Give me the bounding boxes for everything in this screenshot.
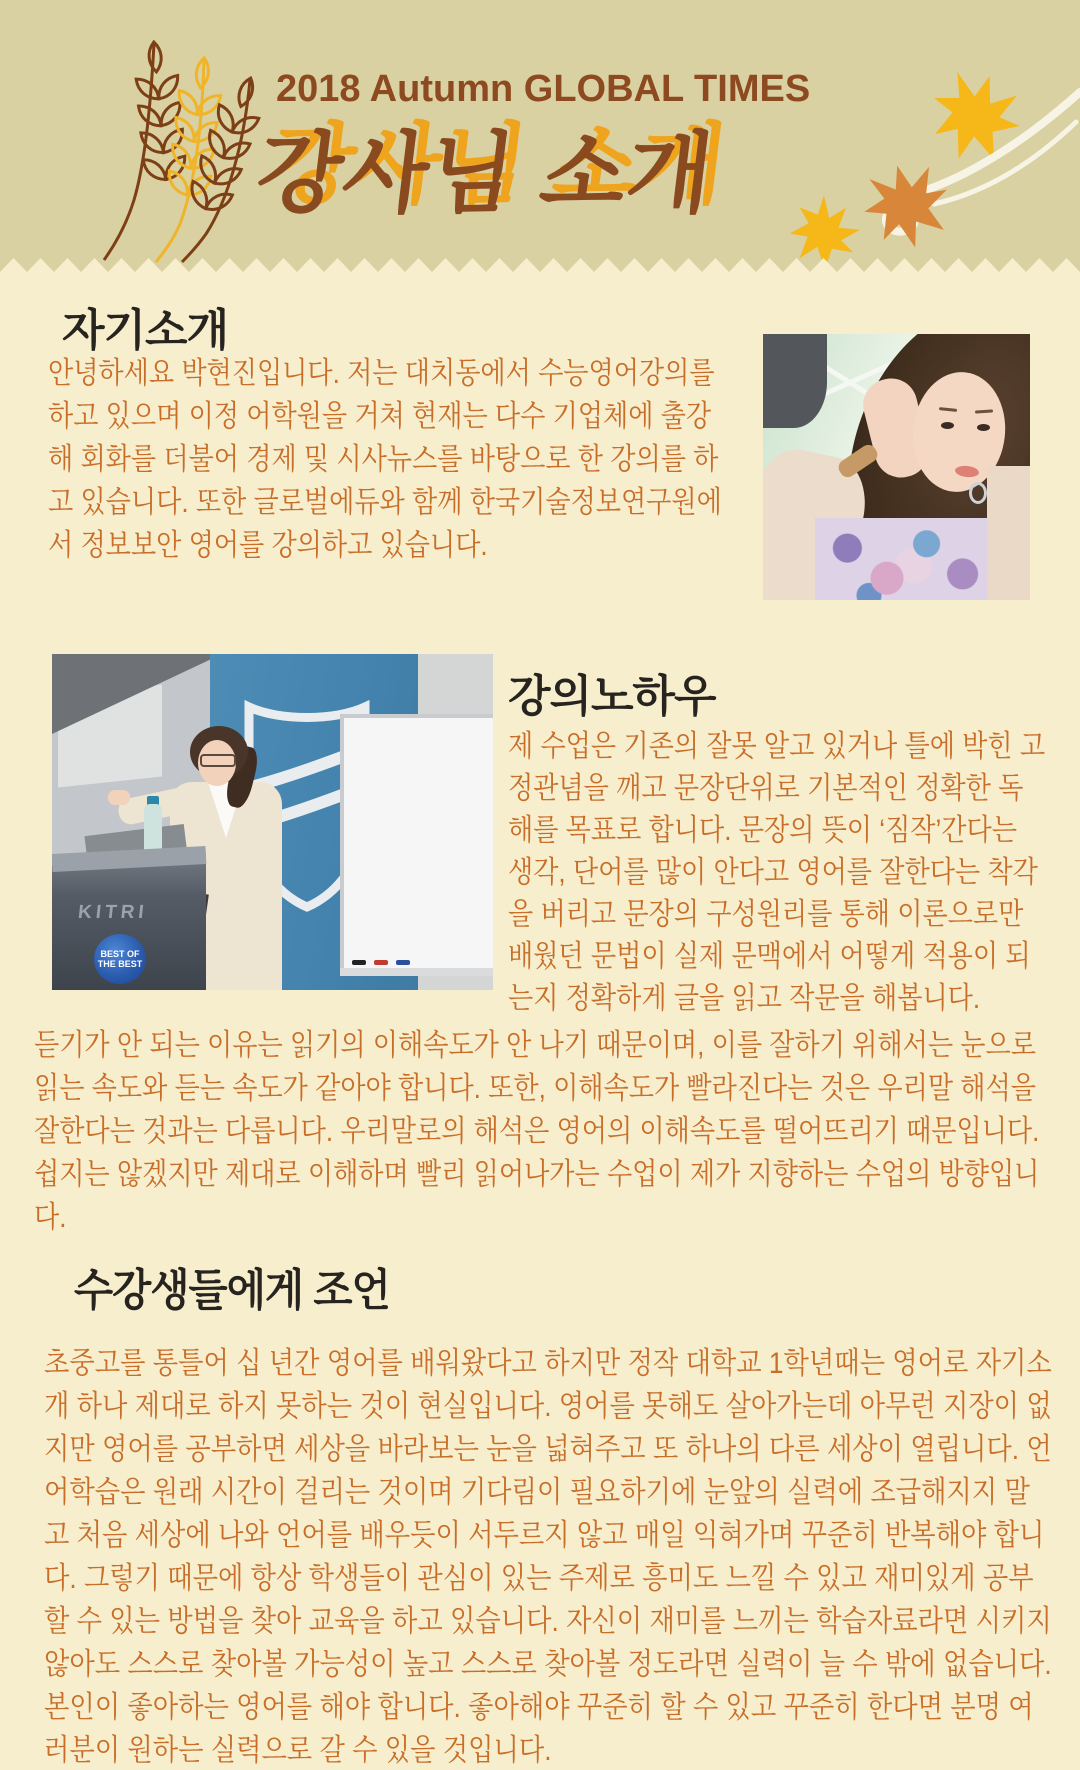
best-of-the-best-badge: BEST OF THE BEST (94, 934, 146, 984)
marker-blue (396, 960, 410, 965)
knowhow-paragraph-beside-photo: 제 수업은 기존의 잘못 알고 있거나 틀에 박힌 고정관념을 깨고 문장단위로 기본적인 정확한 독해를 목표로 합니다. 문장의 뜻이 ‘짐작’간다는 생각, 단어를 많이 안다고 영어를 잘한다는 착각을 버리고 문장의 구성원리를 통해 이론으로만 배웠던 문법이 실제 문맥에서 어떻게 적용이 되는지 정확하게 글을 읽고 작문을 해봅니다. (508, 730, 1046, 1015)
marker-red (374, 960, 388, 965)
section-heading-knowhow: 강의노하우 (508, 672, 716, 721)
background-person (763, 334, 827, 428)
page-title: 강사님 소개 (251, 124, 720, 223)
portrait-earring (969, 482, 987, 504)
marker-black (352, 960, 366, 965)
newsletter-subtitle: 2018 Autumn GLOBAL TIMES (276, 68, 811, 110)
whiteboard-tray (340, 968, 493, 976)
instructor-hand (108, 790, 130, 805)
advice-paragraph: 초중고를 통틀어 십 년간 영어를 배워왔다고 하지만 정작 대학교 1학년때는 영어로 자기소개 하나 제대로 하지 못하는 것이 현실입니다. 영어를 못해도 살아가는데 아무런 지장이 없지만 영어를 공부하면 세상을 바라보는 눈을 넓혀주고 또 하나의 다른 세상이 열립니다. 언어학습은 원래 시간이 걸리는 것이며 기다림이 필요하기에 눈앞의 실력에 조급해지지 말고 처음 세상에 나와 언어를 배우듯이 서두르지 않고 매일 익혀가며 꾸준히 반복해야 합니다. 그렇기 때문에 항상 학생들이 관심이 있는 주제로 흥미도 느낄 수 있고 재미있게 공부할 수 있는 방법을 찾아 교육을 하고 있습니다. 자신이 재미를 느끼는 학습자료라면 시키지 않아도 스스로 찾아볼 가능성이 높고 스스로 찾아볼 정도라면 실력이 늘 수 밖에 없습니다. 본인이 좋아하는 영어를 해야 합니다. 좋아해야 꾸준히 할 수 있고 꾸준히 한다면 분명 여러분이 원하는 실력으로 갈 수 있을 것입니다. (44, 1347, 1052, 1767)
intro-paragraph: 안녕하세요 박현진입니다. 저는 대치동에서 수능영어강의를 하고 있으며 이정 어학원을 거쳐 현재는 다수 기업체에 출강해 회화를 더불어 경제 및 시사뉴스를 바탕으로 한 강의를 하고 있습니다. 또한 글로벌에듀와 함께 한국기술정보연구원에서 정보보안 영어를 강의하고 있습니다. (48, 357, 722, 562)
maple-leaf-yellow-top-icon (919, 62, 1032, 174)
instructor-lecture-photo (52, 654, 493, 990)
whiteboard (340, 714, 493, 976)
header-banner (0, 0, 1080, 272)
section-heading-intro: 자기소개 (62, 306, 229, 355)
portrait-eye (941, 422, 954, 429)
instructor-glasses (200, 754, 236, 767)
wheat-stalk-gold (156, 55, 229, 262)
maple-leaf-orange-icon (855, 155, 959, 258)
instructor-portrait-photo (763, 334, 1030, 600)
knowhow-paragraph-full-width: 듣기가 안 되는 이유는 읽기의 이해속도가 안 나기 때문이며, 이를 잘하기 위해서는 눈으로 읽는 속도와 듣는 속도가 같아야 합니다. 또한, 이해속도가 빨라진다는 것은 우리말 해석을 잘한다는 것과는 다릅니다. 우리말로의 해석은 영어의 이해속도를 떨어뜨리기 때문입니다. 쉽지는 않겠지만 제대로 이해하며 빨리 읽어나가는 수업이 제가 지향하는 수업의 방향입니다. (34, 1029, 1040, 1234)
zigzag-border (0, 258, 1080, 272)
section-heading-advice: 수강생들에게 조언 (74, 1266, 390, 1315)
podium-kitri-label: KITRI (76, 902, 149, 923)
portrait-jacket (987, 466, 1030, 600)
portrait-floral-dress (815, 518, 995, 600)
wind-swoosh-thin-icon (934, 122, 1076, 204)
autumn-leaves-decoration (768, 30, 1080, 270)
portrait-eye (977, 424, 990, 431)
